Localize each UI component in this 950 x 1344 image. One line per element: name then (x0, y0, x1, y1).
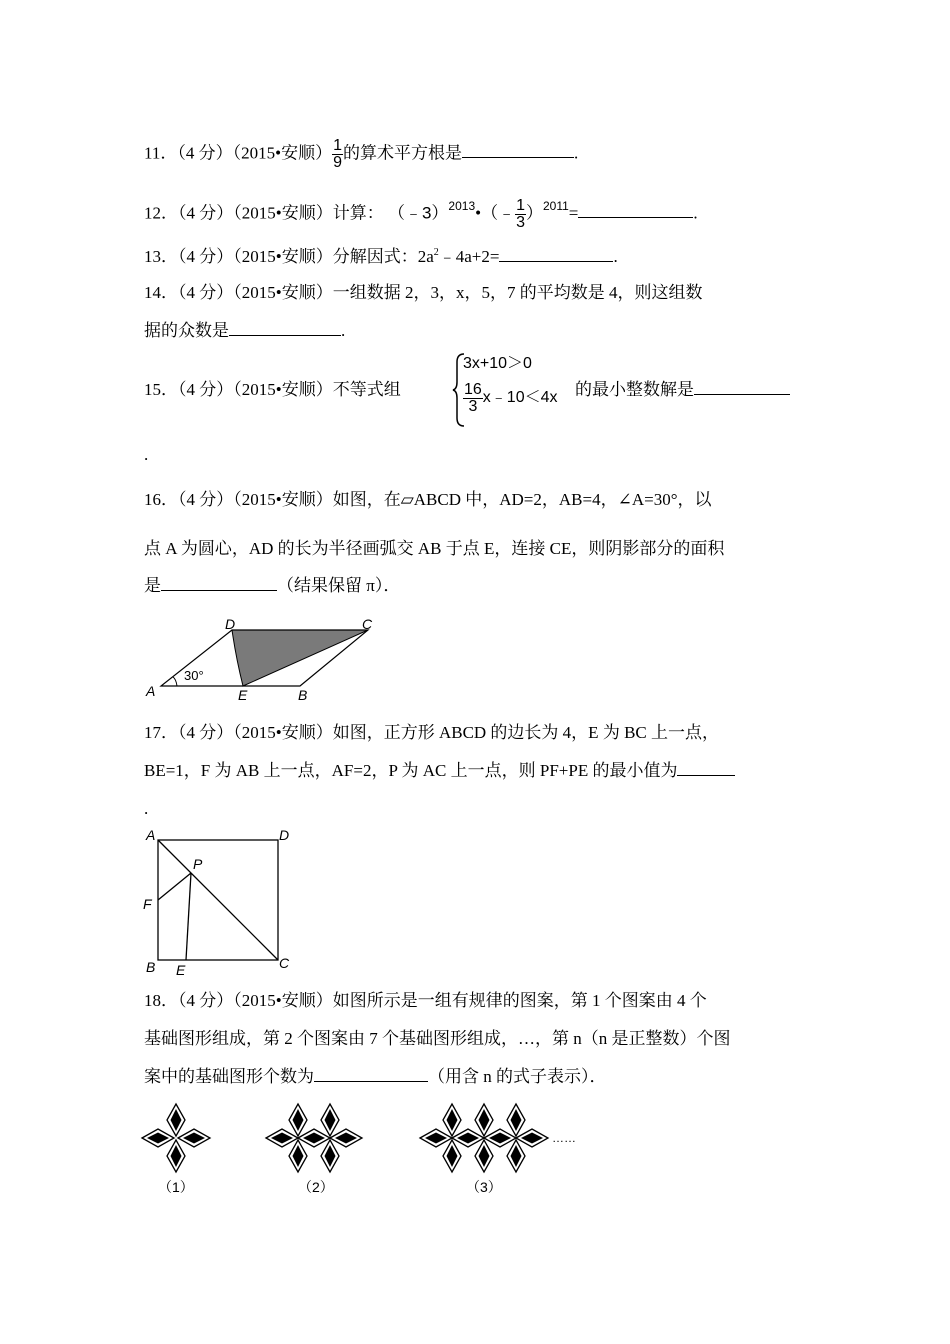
q11-frac-denominator: 9 (333, 154, 342, 171)
q16-line2: 点 A 为圆心，AD 的长为半径画弧交 AB 于点 E，连接 CE，则阴影部分的面积 (144, 539, 725, 558)
q16-score: （4 分） (178, 490, 234, 509)
q16-label-A: A (146, 683, 156, 699)
q12-answer-blank[interactable] (578, 202, 693, 218)
question-18-line2 (144, 1028, 731, 1050)
q12-frac-numerator: 1 (516, 197, 525, 214)
q12-score: （4 分） (178, 203, 234, 223)
q18-line1: 如图所示是一组有规律的图案，第 1 个图案由 4 个 (332, 991, 707, 1010)
q14-line2: 据的众数是 (144, 321, 229, 340)
q16-shaded-region (232, 630, 368, 686)
q18-dots: …… (552, 1131, 576, 1145)
q16-source: （2015•安顺） (233, 490, 333, 509)
q18-score: （4 分） (178, 991, 234, 1010)
q18-label-2: （2） (298, 1179, 334, 1195)
q17-figure-square (140, 822, 300, 982)
q18-pattern-1 (142, 1104, 210, 1172)
q15-inequality-2: x﹣10＜4x (482, 389, 558, 407)
q15-tail: 的最小整数解是 (575, 380, 694, 399)
q12-end: . (693, 203, 698, 223)
q16-label-D: D (225, 616, 236, 632)
q11-text: 的算术平方根是 (342, 143, 462, 163)
question-18-line1 (144, 990, 707, 1012)
q18-figure-patterns (140, 1100, 600, 1200)
question-16-line2 (144, 538, 724, 560)
question-16-line1 (144, 489, 712, 511)
q16-figure-parallelogram (140, 612, 380, 704)
q15-frac-denominator: 3 (468, 398, 478, 415)
q12-number: 12． (144, 203, 178, 223)
q17-label-D: D (279, 827, 290, 843)
q15-text: 不等式组 (332, 380, 401, 399)
q14-end: . (341, 321, 346, 340)
q17-label-B: B (146, 959, 156, 975)
q16-label-B: B (298, 687, 308, 703)
q15-fraction (463, 382, 483, 415)
question-16-line3 (144, 575, 400, 597)
q15-inequality-2-row (463, 382, 558, 415)
q14-line1: 一组数据 2，3，x，5，7 的平均数是 4，则这组数 (332, 283, 703, 302)
q15-end: . (144, 445, 149, 464)
q12-exponent2: 2011 (542, 199, 569, 214)
q17-line1: 如图，正方形 ABCD 的边长为 4，E 为 BC 上一点， (332, 723, 719, 742)
q16-line3-post: （结果保留 π）． (277, 576, 401, 595)
q17-label-A: A (146, 827, 156, 843)
question-18-line3 (144, 1066, 607, 1088)
q15-score: （4 分） (178, 380, 234, 399)
q17-source: （2015•安顺） (233, 723, 333, 742)
q11-number: 11． (144, 143, 178, 163)
q17-score: （4 分） (178, 723, 234, 742)
q12-text: 计算： (332, 203, 384, 223)
q17-label-P: P (193, 856, 203, 872)
q17-label-E: E (176, 962, 186, 978)
q12-base1: （﹣3） (387, 203, 449, 223)
q17-segment-FP (158, 873, 191, 900)
q14-source: （2015•安顺） (233, 283, 333, 302)
q16-label-E: E (238, 687, 248, 703)
question-13 (144, 246, 618, 271)
q17-number: 17． (144, 723, 178, 742)
q16-answer-blank[interactable] (161, 575, 277, 591)
q15-inequality-1: 3x+10＞0 (463, 355, 532, 372)
question-15-tail (575, 379, 790, 401)
q13-end: . (613, 247, 618, 266)
question-14-line1 (144, 282, 702, 304)
q17-diagonal-AC (158, 840, 278, 960)
q17-end: . (144, 799, 149, 818)
q14-answer-blank[interactable] (229, 320, 341, 336)
q15-frac-numerator: 16 (464, 381, 482, 398)
q12-base2-close: ） (525, 203, 543, 223)
q13-answer-blank[interactable] (499, 246, 613, 262)
q15-source: （2015•安顺） (233, 380, 333, 399)
q13-source: （2015•安顺） (233, 247, 333, 266)
q12-fraction (515, 198, 526, 231)
q12-base2-open: （﹣ (481, 203, 516, 223)
q12-equals: = (568, 203, 579, 223)
question-14-line2 (144, 320, 345, 342)
q18-pattern-2 (266, 1104, 362, 1172)
q11-end: . (573, 143, 579, 163)
question-17-line1 (144, 722, 719, 744)
q15-number: 15． (144, 380, 178, 399)
q18-label-3: （3） (466, 1179, 502, 1195)
q18-line3-post: （用含 n 的式子表示）． (428, 1067, 607, 1086)
q17-label-C: C (279, 955, 290, 971)
q17-answer-blank[interactable] (677, 760, 735, 776)
q18-source: （2015•安顺） (233, 991, 333, 1010)
q16-line1: 如图，在▱ABCD 中，AD=2，AB=4，∠A=30°，以 (332, 490, 712, 509)
q18-answer-blank[interactable] (314, 1066, 428, 1082)
q16-line3-pre: 是 (144, 576, 161, 595)
question-12 (144, 198, 698, 231)
question-11 (144, 138, 578, 171)
q18-line2: 基础图形组成，第 2 个图案由 7 个基础图形组成，…，第 n（n 是正整数）个图 (144, 1029, 731, 1048)
q12-exponent1: 2013 (448, 199, 476, 214)
q11-frac-numerator: 1 (333, 137, 342, 154)
q11-fraction (332, 138, 343, 171)
q17-label-F: F (143, 896, 152, 912)
q13-text: 分解因式：2a (332, 247, 434, 266)
q16-angle-label: 30° (184, 668, 204, 683)
q18-line3-pre: 案中的基础图形个数为 (144, 1067, 314, 1086)
q17-line2: BE=1，F 为 AB 上一点，AF=2，P 为 AC 上一点，则 PF+PE 的最小值为 (144, 761, 678, 780)
question-17-line2 (144, 760, 735, 782)
q11-score: （4 分） (177, 143, 233, 163)
q18-number: 18． (144, 991, 178, 1010)
q14-score: （4 分） (178, 283, 234, 302)
q14-number: 14． (144, 283, 178, 302)
q13-number: 13． (144, 247, 178, 266)
q13-score: （4 分） (178, 247, 234, 266)
q15-answer-blank[interactable] (694, 379, 790, 395)
q16-angle-arc (173, 677, 177, 686)
q17-segment-PE (186, 873, 191, 960)
question-15 (144, 379, 401, 401)
q13-text2: ﹣4a+2= (438, 247, 500, 266)
q12-frac-denominator: 3 (516, 214, 525, 231)
q18-label-1: （1） (158, 1179, 194, 1195)
q18-pattern-3 (420, 1104, 548, 1172)
q11-answer-blank[interactable] (462, 142, 574, 158)
q16-number: 16． (144, 490, 178, 509)
q13-superscript: 2 (433, 247, 439, 258)
q11-source: （2015•安顺） (232, 143, 333, 163)
q12-dot: • (475, 203, 482, 223)
q12-source: （2015•安顺） (233, 203, 333, 223)
q16-label-C: C (362, 616, 373, 632)
